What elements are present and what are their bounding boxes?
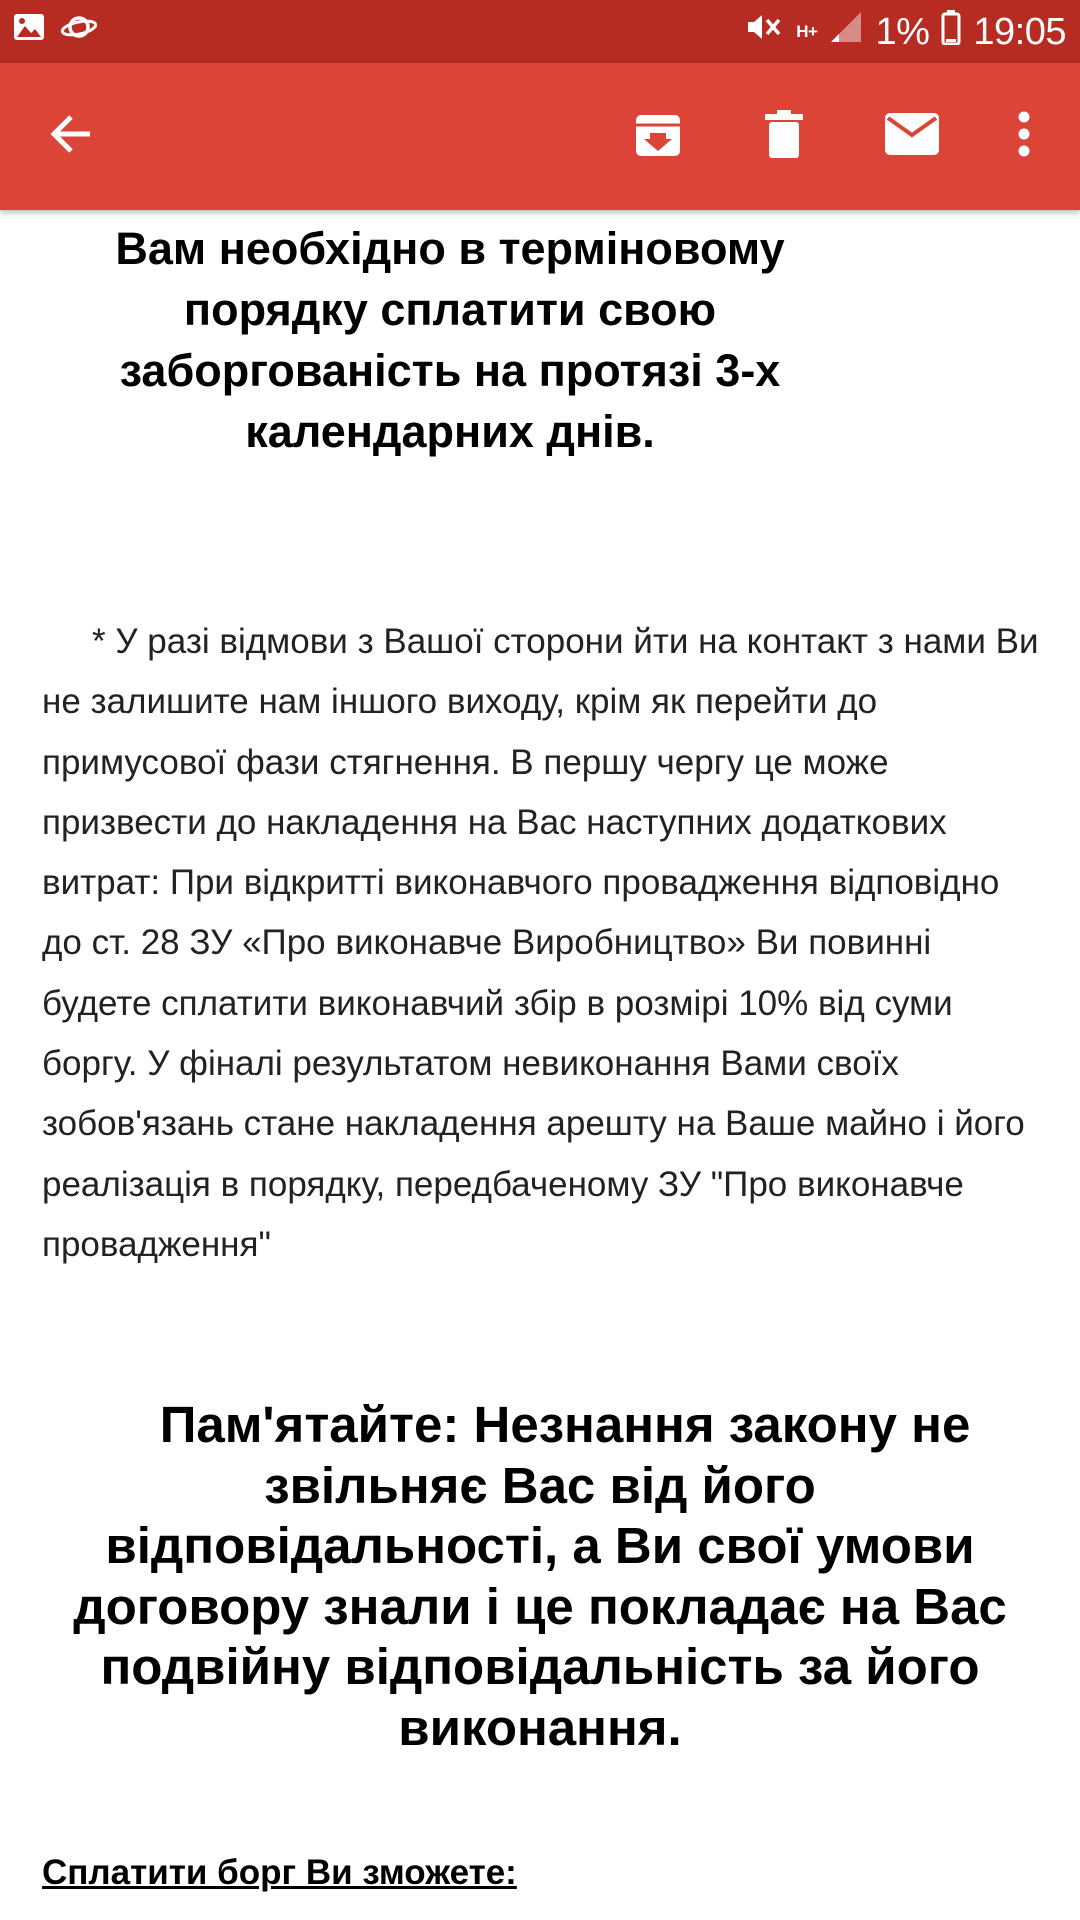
status-bar — [0, 0, 1080, 63]
email-paragraph-consequences: * У разі відмови з Вашої сторони йти на контакт з нами Ви не залишите нам іншого виходу, крім як перейти до примусової фази стягнення. В першу чергу це може призвести до накладення на Вас наступних додаткових витрат: При відкритті виконавчого провадження відповідно до ст. 28 ЗУ «Про виконавче Виробництво» Ви повинні будете сплатити виконавчий збір в розмірі 10% від суми боргу. У фіналі результатом невиконання Вами своїх зобов'язань стане накладення арешту на Ваше майно і його реалізація в порядку, передбаченому ЗУ "Про виконавче провадження" — [42, 622, 1039, 1264]
more-vert-icon — [1017, 111, 1031, 162]
battery-icon — [941, 9, 961, 55]
status-indicators — [744, 8, 1066, 56]
clock: 19:05 — [973, 10, 1066, 53]
trash-icon — [763, 109, 805, 164]
battery-percent: 1% — [875, 10, 930, 53]
mark-unread-button[interactable] — [869, 63, 955, 210]
more-options-button[interactable] — [995, 63, 1053, 210]
network-type: H+ — [796, 22, 818, 41]
planet-icon — [60, 12, 98, 47]
email-subheading-payment: Сплатити борг Ви зможете: — [42, 1853, 517, 1892]
mail-icon — [884, 112, 940, 161]
email-body — [0, 210, 1080, 1920]
back-arrow-icon — [48, 111, 94, 162]
email-heading-warning: Пам'ятайте: Незнання закону не звільняє Вас від його відповідальності, а Ви свої умови договору знали і це покладає на Вас подвійну відповідальність за його виконання. — [73, 1396, 1007, 1756]
signal-icon — [829, 10, 863, 54]
email-toolbar — [0, 63, 1080, 210]
archive-button[interactable] — [617, 63, 699, 210]
delete-button[interactable] — [743, 63, 825, 210]
image-icon — [12, 12, 46, 47]
back-button[interactable] — [30, 63, 112, 210]
email-heading-deadline: Вам необхідно в терміновому порядку сплатити свою заборгованість на протязі 3-х календарних днів. — [115, 223, 785, 457]
archive-icon — [633, 109, 683, 164]
status-notifications — [12, 12, 98, 47]
mute-icon — [744, 10, 784, 54]
